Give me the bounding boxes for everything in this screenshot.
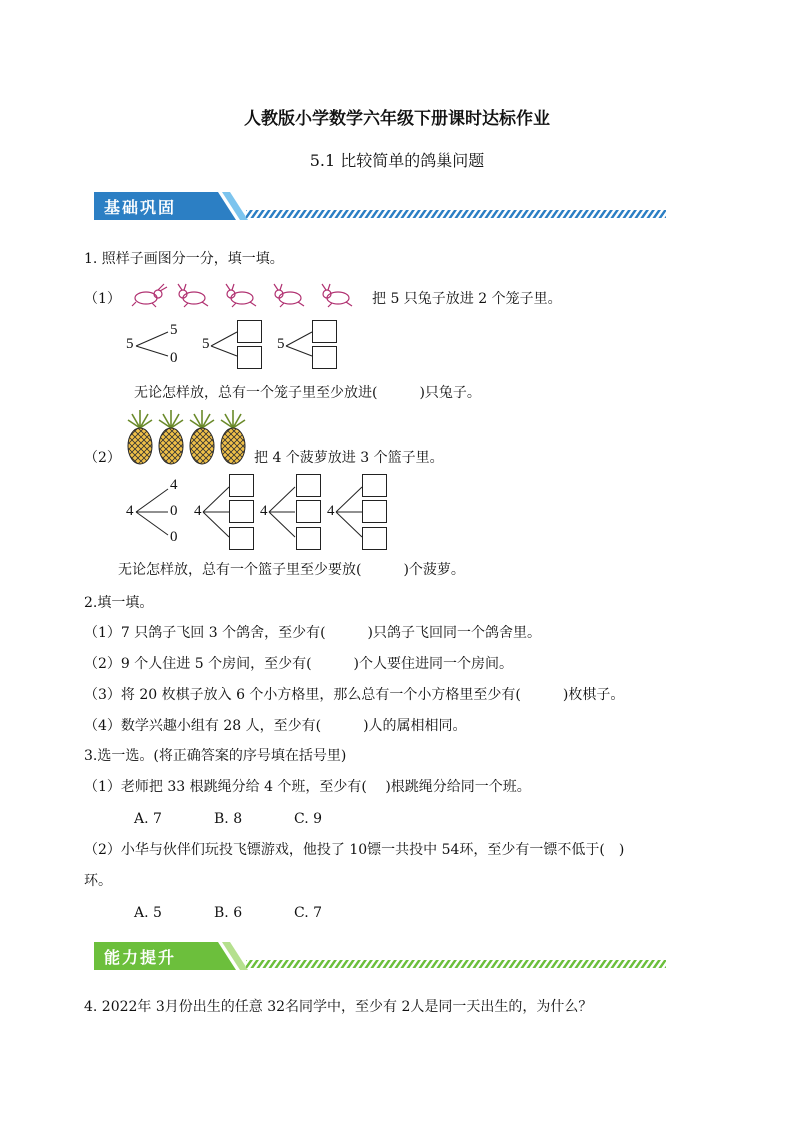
answer-box[interactable]: [229, 500, 254, 523]
q1-p1-text: 把 5 只兔子放进 2 个笼子里。: [372, 291, 562, 307]
q1-p1-index: （1）: [84, 291, 121, 307]
q1-p2-index: （2）: [84, 450, 121, 466]
q3-p1-option-a[interactable]: A. 7: [134, 811, 162, 827]
q3-p2-option-b[interactable]: B. 6: [214, 905, 243, 921]
q2-item: （4）数学兴趣小组有 28 人，至少有( )人的属相相同。: [84, 718, 467, 734]
example2-value-3: 0: [170, 529, 178, 545]
q1-p1-conclusion: 无论怎样放，总有一个笼子里至少放进( )只兔子。: [134, 385, 481, 401]
q4-stem: 4. 2022年 3月份出生的任意 32名同学中，至少有 2人是同一天出生的，为什么？: [84, 999, 593, 1015]
split3-total-2: 4: [260, 503, 268, 519]
q3-p1-option-c[interactable]: C. 9: [294, 811, 323, 827]
answer-box[interactable]: [237, 320, 262, 343]
answer-box[interactable]: [312, 346, 337, 369]
answer-box[interactable]: [296, 474, 321, 497]
section-banner-advanced: [90, 940, 670, 974]
section-banner-basic: [90, 190, 670, 224]
q3-p1-text: （1）老师把 33 根跳绳分给 4 个班，至少有( )根跳绳分给同一个班。: [84, 779, 531, 795]
answer-box[interactable]: [237, 346, 262, 369]
q1-stem: 1. 照样子画图分一分，填一填。: [84, 251, 284, 267]
q3-stem: 3.选一选。(将正确答案的序号填在括号里): [84, 748, 347, 764]
answer-box[interactable]: [362, 527, 387, 550]
split-total-1: 5: [202, 336, 210, 352]
split3-total-3: 4: [327, 503, 335, 519]
answer-box[interactable]: [296, 527, 321, 550]
section-label-basic: 基础巩固: [104, 198, 177, 217]
example-bottom: 0: [170, 350, 178, 366]
rabbit-icon: [132, 284, 352, 307]
answer-box[interactable]: [312, 320, 337, 343]
page-subtitle: 5.1 比较简单的鸽巢问题: [309, 151, 485, 170]
example2-value-1: 4: [170, 477, 178, 493]
rabbit-row: [126, 280, 366, 310]
answer-box[interactable]: [362, 500, 387, 523]
pineapple-row: [124, 410, 250, 466]
split-total-2: 5: [277, 336, 285, 352]
split3-lines-2: [269, 483, 299, 543]
pineapple-icon: [128, 410, 245, 464]
q2-item: （3）将 20 枚棋子放入 6 个小方格里，那么总有一个小方格里至少有( )枚棋子。: [84, 687, 625, 703]
example2-total: 4: [126, 503, 134, 519]
q3-p1-option-b[interactable]: B. 8: [214, 811, 243, 827]
q3-p2-text: （2）小华与伙伴们玩投飞镖游戏，他投了 10镖一共投中 54环，至少有一镖不低于( ): [84, 842, 625, 858]
banner-graphic-advanced: [90, 940, 670, 974]
example-top: 5: [170, 322, 178, 338]
q2-item: （2）9 个人住进 5 个房间，至少有( )个人要住进同一个房间。: [84, 656, 513, 672]
q2-stem: 2.填一填。: [84, 595, 154, 611]
split3-total-1: 4: [194, 503, 202, 519]
banner-graphic-basic: [90, 190, 670, 224]
answer-box[interactable]: [229, 527, 254, 550]
q1-p2-text: 把 4 个菠萝放进 3 个篮子里。: [254, 450, 444, 466]
answer-box[interactable]: [296, 500, 321, 523]
example2-value-2: 0: [170, 503, 178, 519]
q1-p2-conclusion: 无论怎样放，总有一个篮子里至少要放( )个菠萝。: [118, 562, 465, 578]
q3-p2-text-cont: 环。: [84, 873, 112, 889]
q3-p2-option-a[interactable]: A. 5: [134, 905, 162, 921]
section-label-advanced: 能力提升: [104, 948, 177, 967]
answer-box[interactable]: [229, 474, 254, 497]
answer-box[interactable]: [362, 474, 387, 497]
q2-item: （1）7 只鸽子飞回 3 个鸽舍，至少有( )只鸽子飞回同一个鸽舍里。: [84, 625, 541, 641]
page-title: 人教版小学数学六年级下册课时达标作业: [244, 109, 550, 129]
q3-p2-option-c[interactable]: C. 7: [294, 905, 323, 921]
example-total: 5: [126, 336, 134, 352]
